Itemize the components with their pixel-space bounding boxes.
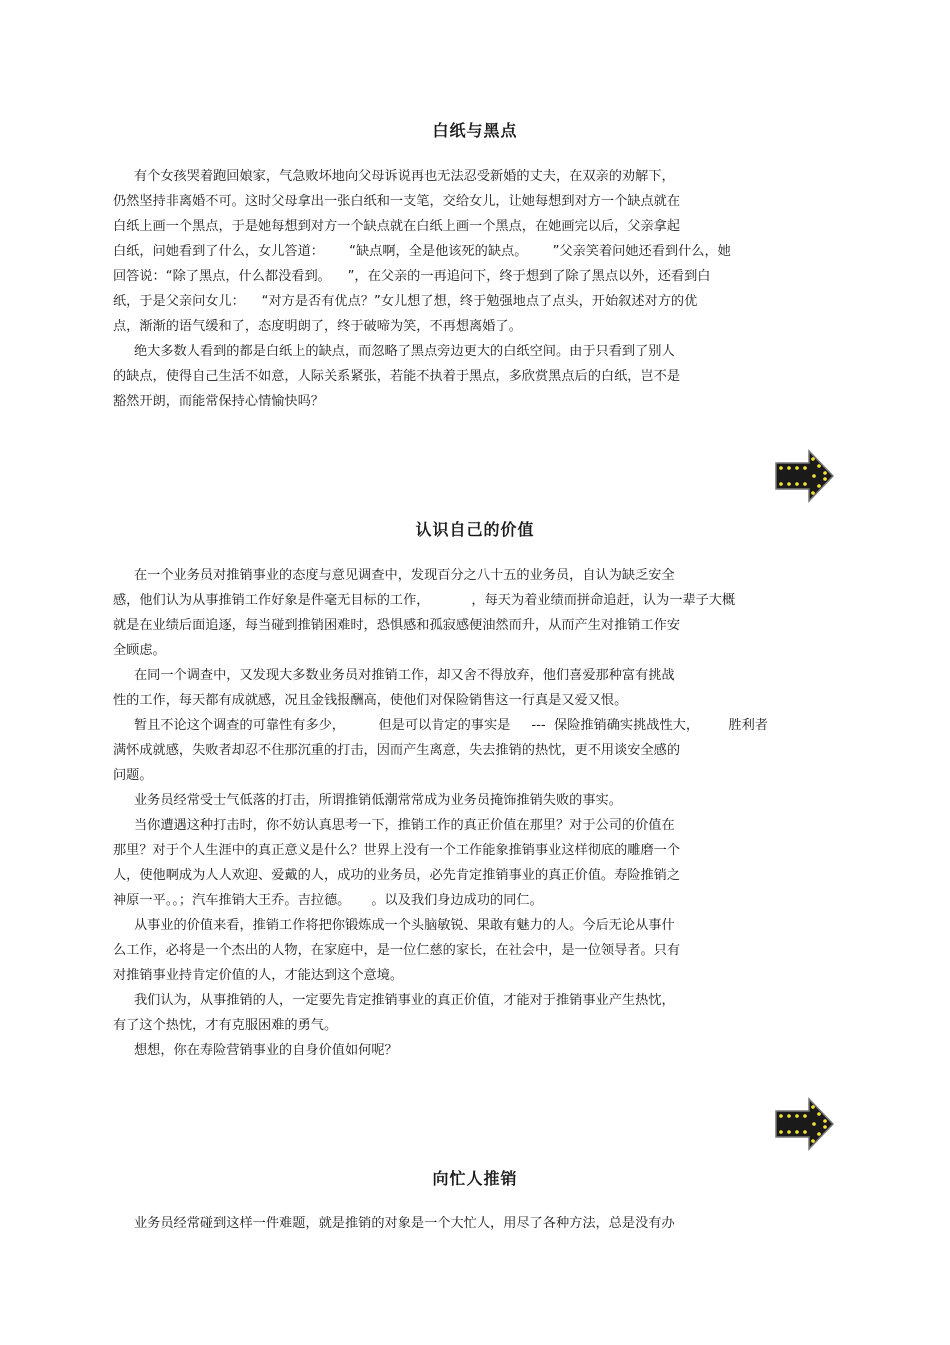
paragraph-line: 绝大多数人看到的都是白纸上的缺点，而忽略了黑点旁边更大的白纸空间。由于只看到了别人 <box>113 344 675 359</box>
paragraph-line: 对推销事业持肯定价值的人，才能达到这个意境。 <box>113 968 404 983</box>
paragraph-line: 就是在业绩后面追逐，每当碰到推销困难时，恐惧感和孤寂感便油然而升，从而产生对推销工作安 <box>113 618 681 633</box>
paragraph-line: 当你遭遇这种打击时，你不妨认真思考一下，推销工作的真正价值在那里？对于公司的价值在 <box>113 818 675 833</box>
paragraph-line: 在一个业务员对推销事业的态度与意见调查中，发现百分之八十五的业务员，自认为缺乏安全 <box>113 568 675 583</box>
paragraph-line: 满怀成就感，失败者却忍不住那沉重的打击，因而产生离意，失去推销的热忱，更不用谈安全感的 <box>113 743 681 758</box>
paragraph-line: 点，渐渐的语气缓和了，态度明朗了，终于破啼为笑，不再想离婚了。 <box>113 319 522 334</box>
paragraph-line: 那里？对于个人生涯中的真正意义是什么？世界上没有一个工作能象推销事业这样彻底的雕磨一个 <box>113 843 681 858</box>
paragraph-line: 人，使他啊成为人人欢迎、爱戴的人，成功的业务员，必先肯定推销事业的真正价值。寿险推销之 <box>113 868 681 883</box>
paragraph-line: 回答说：“除了黑点，什么都没看到。 ”，在父亲的一再追问下，终于想到了除了黑点以外，还看到白 <box>113 269 711 284</box>
section-title: 认识自己的价值 <box>415 520 535 539</box>
paragraph-line: 想想，你在寿险营销事业的自身价值如何呢？ <box>113 1043 398 1058</box>
paragraph-line: 有个女孩哭着跑回娘家，气急败坏地向父母诉说再也无法忍受新婚的丈夫，在双亲的劝解下， <box>113 169 675 184</box>
paragraph-line: 的缺点，使得自己生活不如意，人际关系紧张，若能不执着于黑点，多欣赏黑点后的白纸，岂不是 <box>113 369 681 384</box>
paragraph-line: 业务员经常碰到这样一件难题，就是推销的对象是一个大忙人，用尽了各种方法，总是没有办 <box>113 1216 675 1231</box>
paragraph-line: 业务员经常受士气低落的打击，所谓推销低潮常常成为业务员掩饰推销失败的事实。 <box>113 793 622 808</box>
paragraph-line: 白纸上画一个黑点，于是她每想到对方一个缺点就在白纸上画一个黑点，在她画完以后，父亲拿起 <box>113 219 681 234</box>
paragraph-line: 有了这个热忱，才有克服困难的勇气。 <box>113 1018 338 1033</box>
paragraph-line: 豁然开朗，而能常保持心情愉快吗？ <box>113 394 324 409</box>
paragraph-line: 纸，于是父亲问女儿： “对方是否有优点？”女儿想了想，终于勉强地点了点头，开始叙述对方的优 <box>113 294 698 309</box>
paragraph-line: 问题。 <box>113 768 153 783</box>
paragraph-line: 我们认为，从事推销的人，一定要先肯定推销事业的真正价值，才能对于推销事业产生热忱， <box>113 993 675 1008</box>
paragraph-line: 全顾虑。 <box>113 643 166 658</box>
paragraph-line: 性的工作，每天都有成就感，况且金钱报酬高，使他们对保险销售这一行真是又爱又恨。 <box>113 693 628 708</box>
right-arrow-icon <box>773 1097 835 1151</box>
paragraph-line: 神原一平。。；汽车推销大王乔。吉拉德。 。以及我们身边成功的同仁。 <box>113 893 543 908</box>
section-title: 白纸与黑点 <box>432 121 518 140</box>
paragraph-line: 在同一个调查中，又发现大多数业务员对推销工作，却又舍不得放弃，他们喜爱那种富有挑战 <box>113 668 675 683</box>
right-arrow-icon <box>773 449 835 503</box>
paragraph-line: 仍然坚持非离婚不可。这时父母拿出一张白纸和一支笔，交给女儿，让她每想到对方一个缺点就在 <box>113 194 681 209</box>
paragraph-line: 暂且不论这个调查的可靠性有多少， 但是可以肯定的事实是 --- 保险推销确实挑战性大， 胜利者 <box>113 718 768 733</box>
section-title: 向忙人推销 <box>432 1169 518 1188</box>
paragraph-line: 么工作，必将是一个杰出的人物，在家庭中，是一位仁慈的家长，在社会中，是一位领导者。只有 <box>113 943 681 958</box>
paragraph-line: 白纸，问她看到了什么，女儿答道： “缺点啊，全是他该死的缺点。 ”父亲笑着问她还看到什么，她 <box>113 244 731 259</box>
paragraph-line: 感，他们认为从事推销工作好象是件毫无目标的工作， ，每天为着业绩而拼命追赶，认为一辈子大概 <box>113 593 736 608</box>
paragraph-line: 从事业的价值来看，推销工作将把你锻炼成一个头脑敏锐、果敢有魅力的人。今后无论从事什 <box>113 918 675 933</box>
